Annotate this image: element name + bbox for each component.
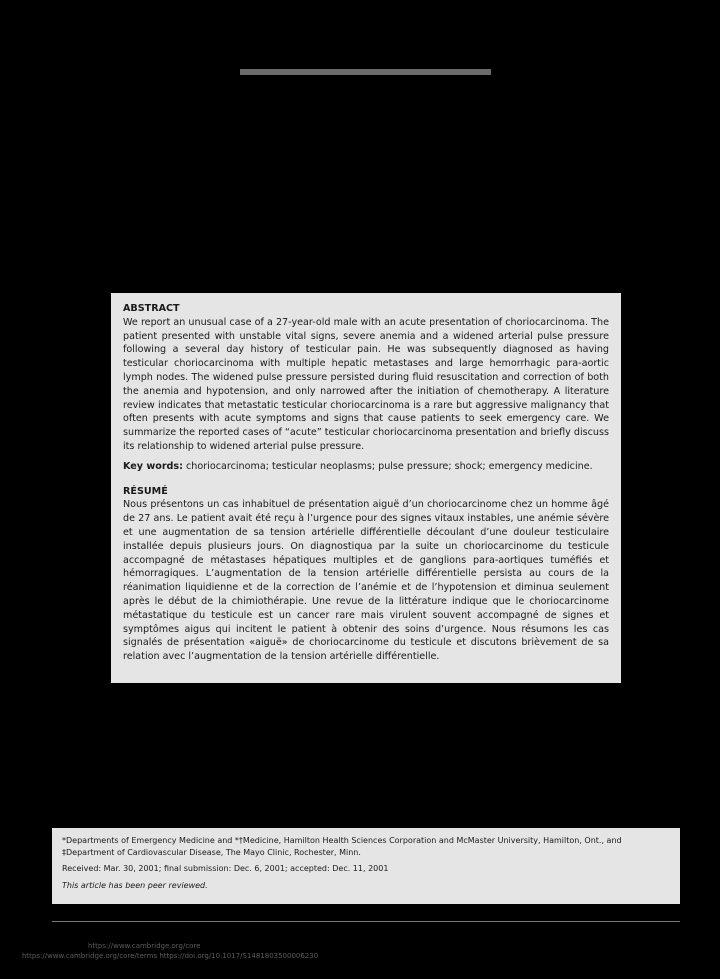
footer-rule — [52, 921, 680, 922]
keywords-list: choriocarcinoma; testicular neoplasms; pulse pressure; shock; emergency medicine. — [182, 460, 593, 472]
abstract-box — [111, 293, 621, 683]
header-rule — [240, 69, 491, 75]
abstract-heading: ABSTRACT — [123, 303, 180, 314]
terms-doi-link[interactable]: https://www.cambridge.org/core/terms https://doi.org/10.1017/S1481803500006230 — [22, 952, 319, 960]
keywords — [123, 460, 609, 474]
footnote-box — [52, 828, 680, 904]
keywords-label: Key words: — [123, 460, 183, 472]
resume-text: Nous présentons un cas inhabituel de présentation aiguë d’un choriocarcinome chez un homme âgé de 27 ans. Le patient avait été reçu à l’urgence pour des signes vitaux instables, une anémie sévère et une augmentation de sa tension artérielle différentielle découlant d’une douleur testiculaire installée depuis plusieurs jours. On diagnostiqua par la suite un choriocarcinome du testicule accompagné de métastases hépatiques multiples et de ganglions para-aortiques tuméfiés et hémorragiques. L’augmentation de la tension artérielle différentielle persista au cours de la réanimation liquidienne et de la correction de l’anémie et de l’hypotension et diminua seulement après le début de la chimiothérapie. Une revue de la littérature indique que le choriocarcinome métastatique du testicule est un cancer rare mais virulent souvent accompagné de signes et symptômes aigus qui incitent le patient à obtenir des soins d’urgence. Nous résumons les cas signalés de présentation «aiguë» de choriocarcinome du testicule et discutons brièvement de sa relation avec l’augmentation de la tension artérielle différentielle. — [123, 499, 609, 663]
cambridge-core-link[interactable]: https://www.cambridge.org/core — [88, 942, 201, 950]
abstract-text: We report an unusual case of a 27-year-old male with an acute presentation of choriocarcinoma. The patient presented with unstable vital signs, severe anemia and a widened arterial pulse pressure following a several day history of testicular pain. He was subsequently diagnosed as having testicular choriocarcinoma with multiple hepatic metastases and large hemorrhagic para-aortic lymph nodes. The widened pulse pressure persisted during fluid resuscitation and correction of both the anemia and hypotension, and only narrowed after the initiation of chemotherapy. A literature review indicates that metastatic testicular choriocarcinoma is a rare but aggressive malignancy that often presents with acute symptoms and signs that cause patients to seek emergency care. We summarize the reported cases of “acute” testicular choriocarcinoma presentation and briefly discuss its relationship to widened arterial pulse pressure. — [123, 316, 609, 452]
peer-review-note: This article has been peer reviewed. — [62, 880, 208, 890]
resume-heading: RÉSUMÉ — [123, 485, 168, 497]
affiliations: *Departments of Emergency Medicine and *†Medicine, Hamilton Health Sciences Corporation and McMaster University, Hamilton, Ont., and ‡Department of Cardiovascular Disease, The Mayo Clinic, Rochester, Minn. — [62, 836, 622, 857]
received-dates: Received: Mar. 30, 2001; final submission: Dec. 6, 2001; accepted: Dec. 11, 2001 — [62, 864, 389, 873]
